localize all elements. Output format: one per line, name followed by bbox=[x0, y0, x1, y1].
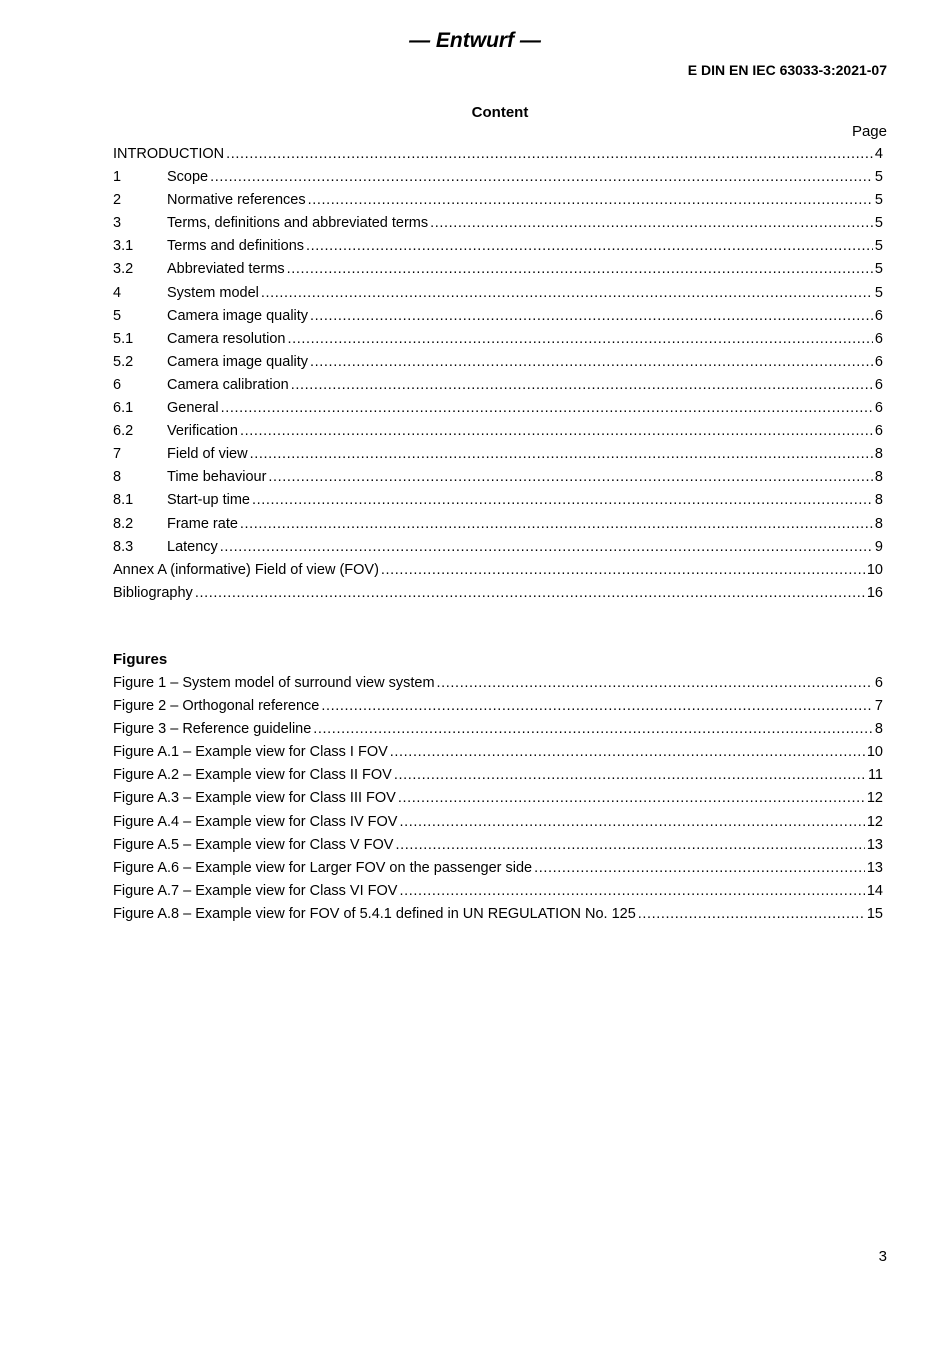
toc-entry-page: 4 bbox=[874, 146, 883, 162]
toc-entry-number: 8 bbox=[113, 469, 122, 486]
toc-entry-number: 3.2 bbox=[113, 261, 134, 278]
figure-entry-title: Figure 3 – Reference guideline bbox=[113, 721, 312, 738]
toc-entry-title: Time behaviour bbox=[167, 469, 267, 486]
dot-leader bbox=[210, 166, 873, 189]
toc-entry-page: 5 bbox=[874, 238, 883, 255]
toc-entry[interactable] bbox=[113, 235, 883, 258]
figure-entry-page: 12 bbox=[866, 790, 883, 807]
dot-leader bbox=[430, 212, 873, 235]
toc-entry-page: 5 bbox=[874, 284, 883, 301]
dot-leader bbox=[390, 741, 865, 764]
toc-entry-page: 5 bbox=[874, 261, 883, 278]
toc-entry[interactable] bbox=[113, 328, 883, 351]
toc-entry[interactable] bbox=[113, 466, 883, 489]
toc-entry[interactable] bbox=[113, 351, 883, 374]
page-number: 3 bbox=[878, 1248, 887, 1265]
figure-entry[interactable] bbox=[113, 834, 883, 857]
dot-leader bbox=[195, 582, 865, 605]
toc-entry-page: 6 bbox=[874, 307, 883, 324]
toc-entry[interactable] bbox=[113, 305, 883, 328]
dot-leader bbox=[308, 189, 873, 212]
dot-leader bbox=[226, 143, 873, 166]
toc-entry-number: 4 bbox=[113, 284, 122, 301]
toc-entry-number: 2 bbox=[113, 192, 122, 209]
figure-entry-title: Figure A.6 – Example view for Larger FOV on the passenger side bbox=[113, 859, 533, 876]
toc-entry-page: 8 bbox=[874, 492, 883, 509]
dot-leader bbox=[252, 489, 873, 512]
toc-entry-number: 8.2 bbox=[113, 515, 134, 532]
figure-entry-page: 7 bbox=[874, 698, 883, 715]
toc-entry-title: Frame rate bbox=[167, 515, 238, 532]
toc-entry-title: Verification bbox=[167, 423, 238, 440]
list-of-figures bbox=[113, 672, 883, 926]
figures-heading: Figures bbox=[113, 651, 168, 668]
toc-entry-number: 6 bbox=[113, 376, 122, 393]
figure-entry[interactable] bbox=[113, 857, 883, 880]
figure-entry-title: Figure 1 – System model of surround view system bbox=[113, 675, 435, 691]
figure-entry-title: Figure A.2 – Example view for Class II FOV bbox=[113, 767, 392, 784]
toc-entry-title: Terms and definitions bbox=[167, 238, 305, 255]
dot-leader bbox=[534, 857, 865, 880]
toc-entry[interactable] bbox=[113, 166, 883, 189]
figure-entry[interactable] bbox=[113, 672, 883, 695]
figure-entry-page: 13 bbox=[866, 836, 883, 853]
figure-entry-title: Figure A.7 – Example view for Class VI FOV bbox=[113, 882, 398, 899]
toc-entry-number: 3 bbox=[113, 215, 122, 232]
toc-entry[interactable] bbox=[113, 489, 883, 512]
toc-entry-number: 5.1 bbox=[113, 330, 134, 347]
toc-entry-title: Scope bbox=[167, 169, 209, 186]
dot-leader bbox=[240, 513, 873, 536]
dot-leader bbox=[250, 443, 873, 466]
dot-leader bbox=[287, 258, 873, 281]
figure-entry[interactable] bbox=[113, 695, 883, 718]
toc-entry-title: Normative references bbox=[167, 192, 306, 209]
figure-entry-page: 13 bbox=[866, 859, 883, 876]
figure-entry-title: Figure A.5 – Example view for Class V FOV bbox=[113, 836, 394, 853]
figure-entry-title: Figure A.4 – Example view for Class IV FOV bbox=[113, 813, 398, 830]
toc-entry-page: 5 bbox=[874, 192, 883, 209]
dot-leader bbox=[638, 903, 865, 926]
figure-entry-page: 10 bbox=[866, 744, 883, 761]
toc-entry-title: Terms, definitions and abbreviated terms bbox=[167, 215, 429, 232]
toc-entry-number: 1 bbox=[113, 169, 122, 186]
figure-entry-title: Figure A.1 – Example view for Class I FOV bbox=[113, 744, 388, 761]
toc-entry[interactable] bbox=[113, 420, 883, 443]
dot-leader bbox=[381, 559, 865, 582]
toc-page-column-label: Page bbox=[851, 123, 887, 140]
toc-entry-page: 9 bbox=[874, 538, 883, 555]
toc-entry-title: Bibliography bbox=[113, 584, 193, 601]
toc-entry-title: Camera resolution bbox=[167, 330, 286, 347]
figure-entry[interactable] bbox=[113, 764, 883, 787]
dot-leader bbox=[321, 695, 873, 718]
dot-leader bbox=[221, 397, 873, 420]
toc-entry-title: Field of view bbox=[167, 446, 248, 463]
toc-entry[interactable] bbox=[113, 513, 883, 536]
toc-entry[interactable] bbox=[113, 258, 883, 281]
dot-leader bbox=[437, 672, 873, 695]
toc-entry-number: 6.2 bbox=[113, 423, 134, 440]
dot-leader bbox=[313, 718, 873, 741]
toc-entry-title: Abbreviated terms bbox=[167, 261, 285, 278]
toc-entry-number: 5 bbox=[113, 307, 122, 324]
toc-entry-title: INTRODUCTION bbox=[113, 146, 225, 162]
toc-entry[interactable] bbox=[113, 536, 883, 559]
toc-title: Content bbox=[471, 104, 529, 121]
figure-entry-page: 8 bbox=[874, 721, 883, 738]
dot-leader bbox=[261, 282, 873, 305]
toc-entry-title: Latency bbox=[167, 538, 218, 555]
figure-entry-page: 11 bbox=[867, 767, 883, 784]
figure-entry-page: 15 bbox=[866, 905, 883, 922]
dot-leader bbox=[268, 466, 873, 489]
toc-entry-page: 8 bbox=[874, 515, 883, 532]
figure-entry-page: 12 bbox=[866, 813, 883, 830]
toc-entry-page: 8 bbox=[874, 469, 883, 486]
toc-entry-number: 3.1 bbox=[113, 238, 134, 255]
table-of-contents bbox=[113, 143, 883, 605]
toc-entry[interactable] bbox=[113, 397, 883, 420]
toc-entry-title: Annex A (informative) Field of view (FOV) bbox=[113, 561, 379, 578]
figure-entry[interactable] bbox=[113, 718, 883, 741]
toc-entry-page: 10 bbox=[866, 561, 883, 578]
toc-entry[interactable] bbox=[113, 374, 883, 397]
dot-leader bbox=[287, 328, 872, 351]
draft-label: — Entwurf — bbox=[409, 29, 541, 52]
figure-entry[interactable] bbox=[113, 811, 883, 834]
toc-entry[interactable] bbox=[113, 582, 883, 605]
toc-entry[interactable] bbox=[113, 212, 883, 235]
toc-entry-title: Camera image quality bbox=[167, 307, 309, 324]
dot-leader bbox=[306, 235, 873, 258]
figure-entry[interactable] bbox=[113, 880, 883, 903]
toc-entry[interactable] bbox=[113, 282, 883, 305]
dot-leader bbox=[240, 420, 873, 443]
figure-entry-title: Figure A.3 – Example view for Class III FOV bbox=[113, 790, 396, 807]
toc-entry[interactable] bbox=[113, 189, 883, 212]
figure-entry-title: Figure A.8 – Example view for FOV of 5.4.1 defined in UN REGULATION No. 125 bbox=[113, 905, 636, 922]
dot-leader bbox=[394, 764, 866, 787]
toc-entry-number: 5.2 bbox=[113, 353, 134, 370]
dot-leader bbox=[310, 305, 873, 328]
dot-leader bbox=[291, 374, 873, 397]
figure-entry[interactable] bbox=[113, 741, 883, 764]
toc-entry-page: 5 bbox=[874, 215, 883, 232]
document-id: E DIN EN IEC 63033-3:2021-07 bbox=[687, 62, 887, 78]
toc-entry[interactable] bbox=[113, 443, 883, 466]
figure-entry-page: 14 bbox=[866, 882, 883, 899]
toc-entry-number: 8.1 bbox=[113, 492, 134, 509]
figure-entry-page: 6 bbox=[874, 675, 883, 691]
toc-entry-title: Camera image quality bbox=[167, 353, 309, 370]
toc-entry-page: 6 bbox=[874, 353, 883, 370]
toc-entry-title: Camera calibration bbox=[167, 376, 289, 393]
toc-entry-page: 6 bbox=[874, 423, 883, 440]
toc-entry-page: 5 bbox=[874, 169, 883, 186]
toc-entry-page: 8 bbox=[874, 446, 883, 463]
toc-entry-title: System model bbox=[167, 284, 259, 301]
dot-leader bbox=[220, 536, 873, 559]
dot-leader bbox=[395, 834, 864, 857]
toc-entry[interactable] bbox=[113, 143, 883, 166]
figure-entry[interactable] bbox=[113, 903, 883, 926]
toc-entry-page: 6 bbox=[874, 330, 883, 347]
dot-leader bbox=[399, 880, 864, 903]
toc-entry-number: 6.1 bbox=[113, 400, 134, 417]
toc-entry-number: 7 bbox=[113, 446, 122, 463]
figure-entry[interactable] bbox=[113, 787, 883, 810]
toc-entry[interactable] bbox=[113, 559, 883, 582]
toc-entry-page: 6 bbox=[874, 376, 883, 393]
dot-leader bbox=[399, 811, 864, 834]
figure-entry-title: Figure 2 – Orthogonal reference bbox=[113, 698, 320, 715]
dot-leader bbox=[310, 351, 873, 374]
toc-entry-page: 6 bbox=[874, 400, 883, 417]
toc-entry-title: Start-up time bbox=[167, 492, 250, 509]
toc-entry-number: 8.3 bbox=[113, 538, 134, 555]
toc-entry-page: 16 bbox=[866, 584, 883, 601]
dot-leader bbox=[398, 787, 865, 810]
toc-entry-title: General bbox=[167, 400, 219, 417]
